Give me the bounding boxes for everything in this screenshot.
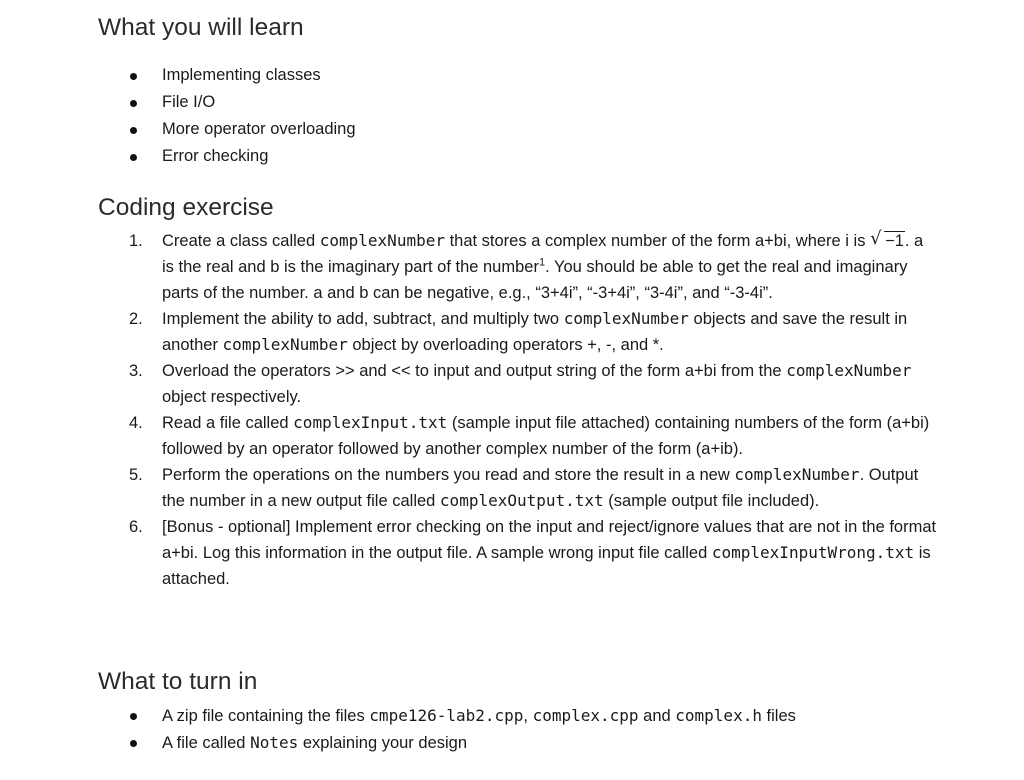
step-2 [0, 306, 1024, 358]
section-heading-learn: What you will learn [98, 14, 304, 41]
bullet-icon [130, 740, 137, 747]
step-5 [0, 462, 1024, 514]
code-filename: complex.h [675, 706, 762, 725]
exercise-steps [0, 228, 1024, 592]
footnote-marker[interactable]: 1 [538, 256, 546, 269]
code-identifier: complexNumber [319, 231, 445, 250]
section-heading-coding: Coding exercise [98, 194, 274, 221]
step-text: Overload the operators >> and << to input and output string of the form a+bi from the complexNumber object respectively. [162, 361, 912, 406]
code-filename: complexOutput.txt [439, 491, 604, 510]
code-identifier: complexNumber [786, 361, 912, 380]
step-3 [0, 358, 1024, 410]
bullet-icon [130, 713, 137, 720]
step-6 [0, 514, 1024, 592]
step-number: 6. [129, 518, 143, 536]
radical-icon: √ [870, 228, 882, 249]
bullet-icon [130, 154, 137, 161]
document-page: What you will learn Implementing classes File I/O More operator overloading Error checking Coding exercise 1. Create a class called complexNumber that stores a complex number of the form a+bi, where i is √ −1. a is the real and b is the imaginary part of the number$^1$. You should be able to get the real and imaginary parts of the number. a and b can be negative, e.g., “3+4i”, “-3+4i”, “3-4i”, and “-3-4i”. 2. Implement the ability to add, subtract, and multiply two complexNumber objects and save the result in another complexNumber object by overloading operators +, -, and *. 3. Overload the operators >> and << to input and output string of the form a+bi from the complexNumber object respectively. 4. Read a file called complexInput.txt (sample input file attached) containing numbers of the form (a+bi) followed by an operator followed by another complex number of the form (a+ib). 5. Perform the operations on the numbers you read and store the result in a new complexNumber. Output the number in a new output file called complexOutput.txt (sample output file included). 6. [Bonus - optional] Implement error checking on the input and reject/ignore values that are not in the format a+bi. Log this information in the output file. A sample wrong input file called complexInputWrong.txt is attached. What to turn in A zip file containing the files cmpe126-lab2.cpp, complex.cpp and complex.h files A file called Notes explaining your design [0, 0, 1024, 780]
step-1 [0, 228, 1024, 306]
code-filename: complex.cpp [532, 706, 639, 725]
bullet-icon [130, 73, 137, 80]
step-text: Implement the ability to add, subtract, and multiply two complexNumber objects and save the result in another complexNumber object by overloading operators +, -, and *. [162, 309, 908, 354]
step-text: Create a class called complexNumber that stores a complex number of the form a+bi, where i is √ −1. a is the real and b is the imaginary part of the number$^1$. You should be able to get the real and imaginary parts of the number. a and b can be negative, e.g., “3+4i”, “-3+4i”, “3-4i”, and “-3-4i”. [162, 228, 924, 302]
code-identifier: complexNumber [563, 309, 689, 328]
step-number: 1. [129, 232, 143, 250]
code-filename: cmpe126-lab2.cpp [369, 706, 524, 725]
bullet-icon [130, 100, 137, 107]
code-filename: complexInputWrong.txt [711, 543, 915, 562]
code-filename: complexInput.txt [293, 413, 448, 432]
step-number: 5. [129, 466, 143, 484]
code-identifier: complexNumber [222, 335, 348, 354]
section-heading-turnin: What to turn in [98, 668, 258, 695]
step-4 [0, 410, 1024, 462]
step-number: 3. [129, 362, 143, 380]
code-identifier: complexNumber [734, 465, 860, 484]
step-text: Perform the operations on the numbers you read and store the result in a new complexNumber. Output the number in a new output file called complexOutput.txt (sample output file included). [162, 465, 919, 510]
step-text: [Bonus - optional] Implement error checking on the input and reject/ignore values that are not in the format a+bi. Log this information in the output file. A sample wrong input file called complexInputWrong.txt is attached. [162, 518, 937, 588]
step-number: 4. [129, 414, 143, 432]
step-text: Read a file called complexInput.txt (sample input file attached) containing numbers of the form (a+bi) followed by an operator followed by another complex number of the form (a+ib). [162, 413, 930, 458]
step-number: 2. [129, 310, 143, 328]
bullet-icon [130, 127, 137, 134]
sqrt-expression: √ −1 [870, 228, 904, 250]
code-filename: Notes [250, 733, 299, 752]
